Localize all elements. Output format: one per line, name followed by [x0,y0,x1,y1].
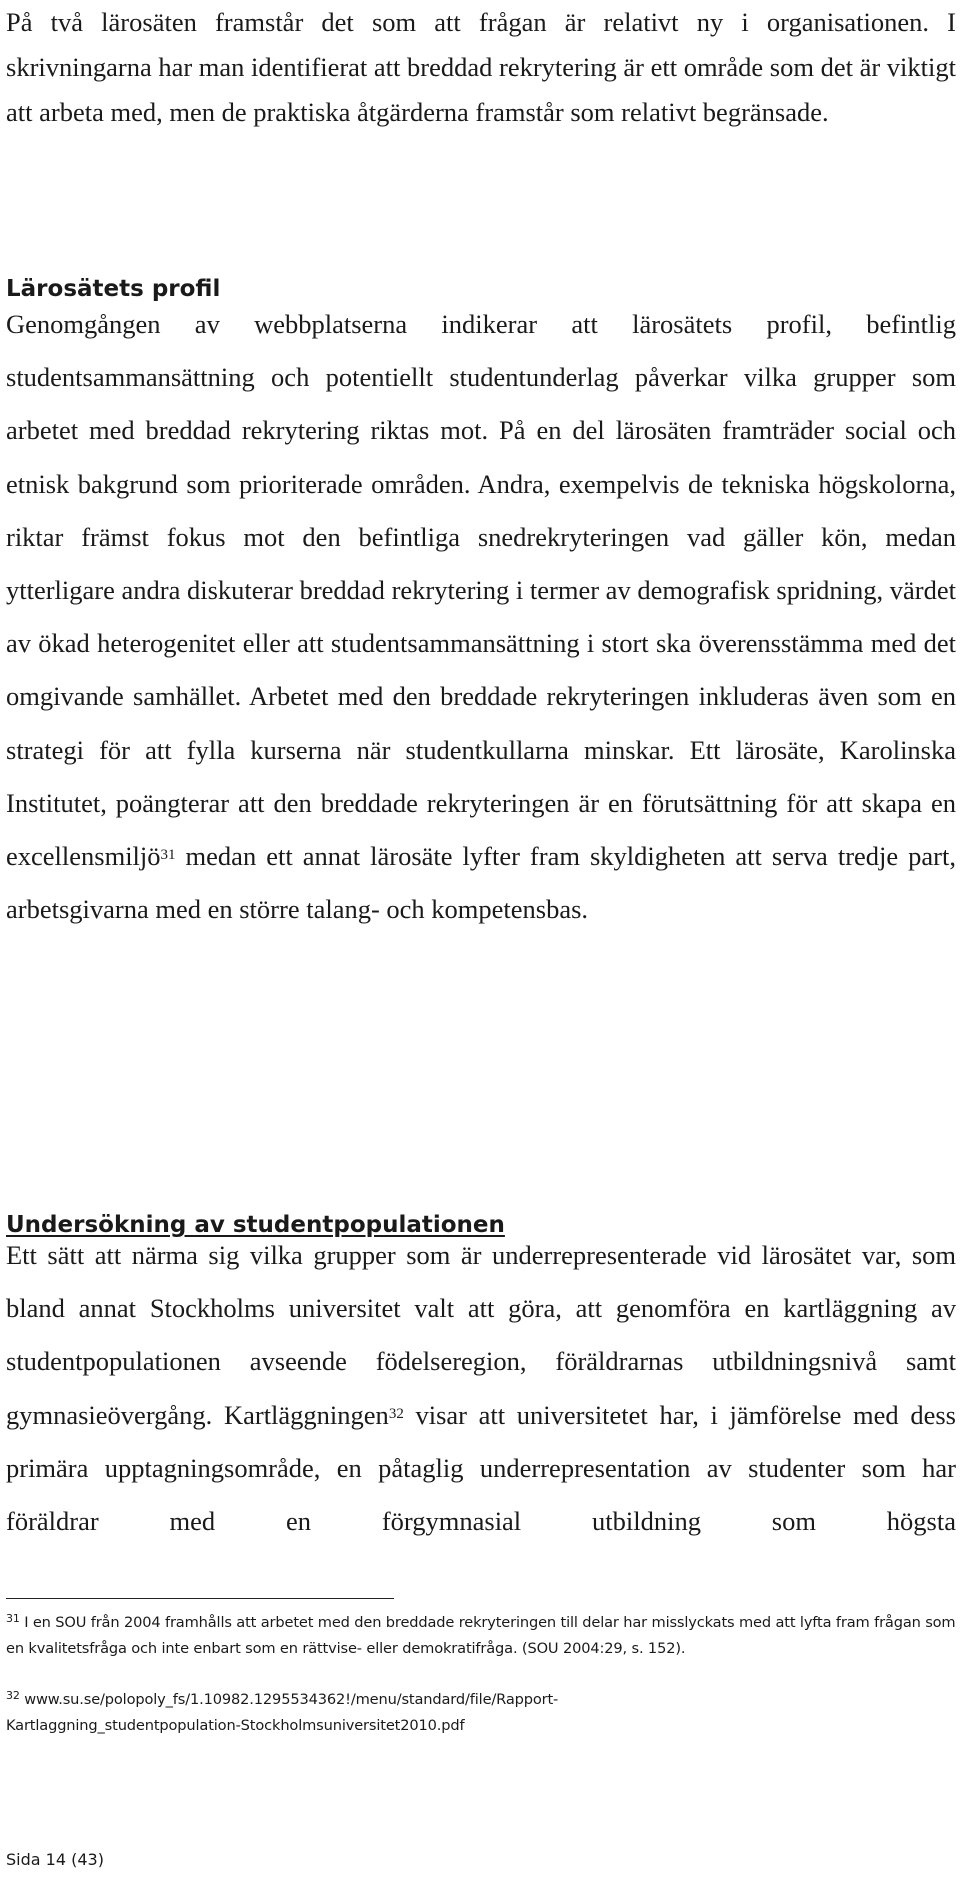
paragraph-intro-text: På två lärosäten framstår det som att frågan är relativt ny i organisationen. I skrivningarna har man identifierat att breddad rekrytering är ett område som det är viktigt att arbeta med, men de praktiska åtgärderna framstår som relativt begränsade. [6,7,956,127]
footnote-31-text: I en SOU från 2004 framhålls att arbetet med den breddade rekryteringen till delar har misslyckats med att lyfta fram frågan som en kvalitetsfråga och inte enbart som en rättvise- eller demokratifråga. (SOU 2004:29, s. 152). [6,1614,956,1657]
footnote-ref-31: 31 [160,847,176,864]
footnote-separator [6,1598,394,1599]
heading-undersokning: Undersökning av studentpopulationen [6,1212,505,1238]
footnote-ref-32: 32 [388,1405,404,1422]
paragraph-survey-text: Ett sätt att närma sig vilka grupper som är underrepresenterade vid lärosätet var, som bland annat Stockholms universitet valt att göra, att genomföra en kartläggning av studentpopulationen avseende födelseregion, föräldrarnas utbildningsnivå samt gymnasieövergång. Kartläggningen [6,1240,956,1430]
page-number: Sida 14 (43) [6,1850,104,1869]
footnote-31-marker: 31 [6,1612,20,1625]
paragraph-intro [6,0,956,135]
paragraph-profile-text: Genomgången av webbplatserna indikerar att lärosätets profil, befintlig studentsammansättning och potentiellt studentunderlag påverkar vilka grupper som arbetet med breddad rekrytering riktas mot. På en del lärosäten framträder social och etnisk bakgrund som prioriterade områden. Andra, exempelvis de tekniska högskolorna, riktar främst fokus mot den befintliga snedrekryteringen vad gäller kön, medan ytterligare andra diskuterar breddad rekrytering i termer av demografisk spridning, värdet av ökad heterogenitet eller att studentsammansättning i stort ska överensstämma med det omgivande samhället. Arbetet med den breddade rekryteringen inkluderas även som en strategi för att fylla kurserna när studentkullarna minskar. Ett lärosäte, Karolinska Institutet, poängterar att den breddade rekryteringen är en förutsättning för att skapa en excellensmiljö [6,309,956,872]
paragraph-survey [6,1229,956,1548]
footnote-32 [6,1687,956,1738]
paragraph-survey-text-cont: visar att universitetet har, i jämförelse med dess primära upptagningsområde, en påtaglig underrepresentation av studenter som har föräldrar med en förgymnasial utbildning som högsta [6,1399,956,1537]
footnote-32-link-line2[interactable]: Kartlaggning_studentpopulation-Stockholmsuniversitet2010.pdf [6,1716,465,1734]
footnote-32-link-line1[interactable]: www.su.se/polopoly_fs/1.10982.1295534362!/menu/standard/file/Rapport- [19,1691,559,1708]
footnote-32-marker: 32 [6,1689,20,1702]
paragraph-profile [6,298,956,936]
heading-larosatets-profil: Lärosätets profil [6,276,221,302]
footnote-31 [6,1610,956,1661]
paragraph-profile-text-cont: medan ett annat lärosäte lyfter fram skyldigheten att serva tredje part, arbetsgivarna med en större talang- och kompetensbas. [6,841,956,925]
